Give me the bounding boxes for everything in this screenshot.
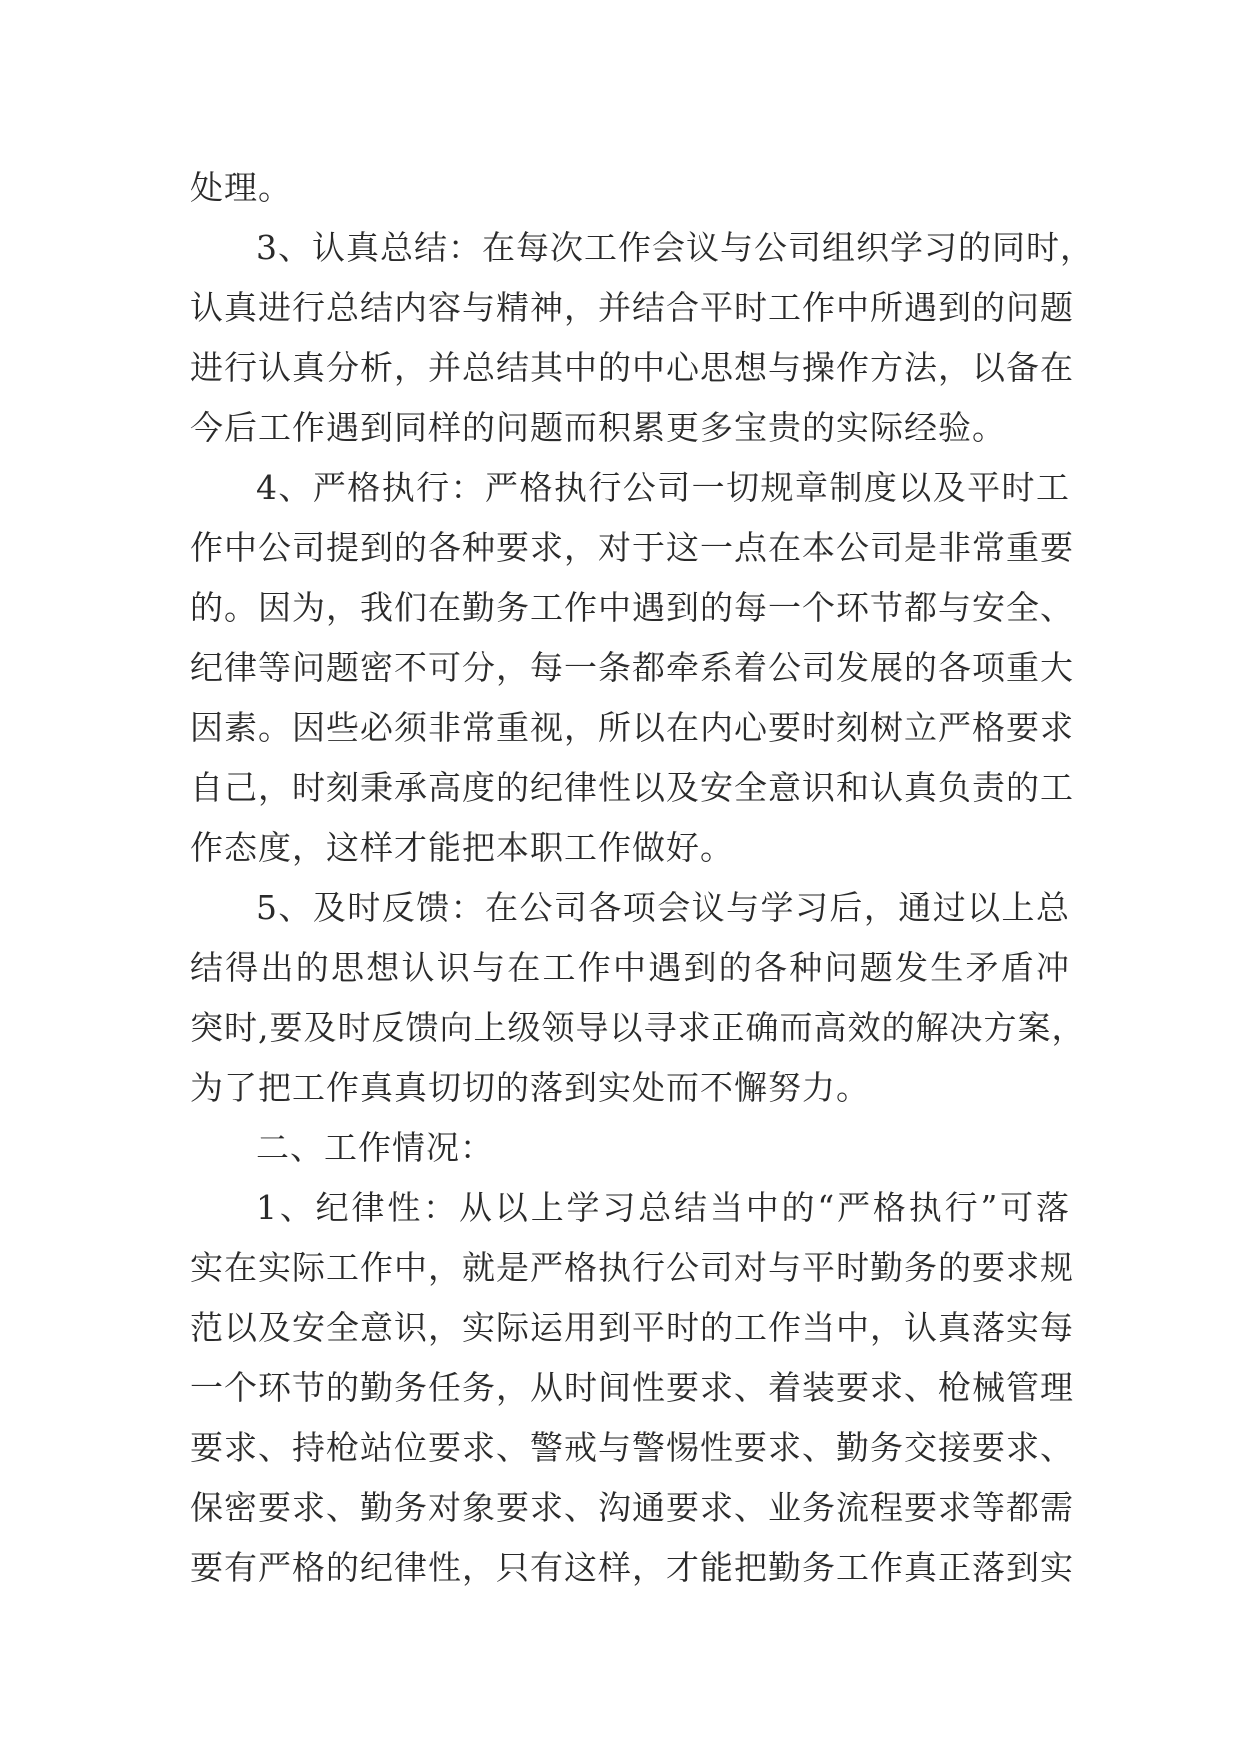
text-line: 作态度，这样才能把本职工作做好。 <box>190 828 734 867</box>
text-line: 结得出的思想认识与在工作中遇到的各种问题发生矛盾冲 <box>190 948 1070 987</box>
text-line: 作中公司提到的各种要求，对于这一点在本公司是非常重要 <box>190 528 1074 567</box>
text-line: 今后工作遇到同样的问题而积累更多宝贵的实际经验。 <box>190 408 1006 447</box>
text-line: 的。因为，我们在勤务工作中遇到的每一个环节都与安全、 <box>190 588 1074 627</box>
text-line: 一个环节的勤务任务，从时间性要求、着装要求、枪械管理 <box>190 1368 1074 1407</box>
text-line: 范以及安全意识，实际运用到平时的工作当中，认真落实每 <box>190 1308 1074 1347</box>
text-line: 1、纪律性：从以上学习总结当中的“严格执行”可落 <box>256 1188 1070 1227</box>
text-line: 为了把工作真真切切的落到实处而不懈努力。 <box>190 1068 870 1107</box>
text-line: 3、认真总结：在每次工作会议与公司组织学习的同时， <box>256 228 1094 267</box>
text-line: 要求、持枪站位要求、警戒与警惕性要求、勤务交接要求、 <box>190 1428 1074 1467</box>
text-line: 自己，时刻秉承高度的纪律性以及安全意识和认真负责的工 <box>190 768 1074 807</box>
text-line: 突时,要及时反馈向上级领导以寻求正确而高效的解决方案， <box>190 1008 1086 1047</box>
text-line: 保密要求、勤务对象要求、沟通要求、业务流程要求等都需 <box>190 1488 1074 1527</box>
text-line: 4、严格执行：严格执行公司一切规章制度以及平时工 <box>256 468 1070 507</box>
text-line: 要有严格的纪律性，只有这样，才能把勤务工作真正落到实 <box>190 1548 1074 1587</box>
text-line: 认真进行总结内容与精神，并结合平时工作中所遇到的问题 <box>190 288 1074 327</box>
text-line: 因素。因些必须非常重视，所以在内心要时刻树立严格要求 <box>190 708 1074 747</box>
text-line: 进行认真分析，并总结其中的中心思想与操作方法，以备在 <box>190 348 1074 387</box>
text-line: 5、及时反馈：在公司各项会议与学习后，通过以上总 <box>256 888 1070 927</box>
text-line: 实在实际工作中，就是严格执行公司对与平时勤务的要求规 <box>190 1248 1074 1287</box>
text-line: 纪律等问题密不可分，每一条都牵系着公司发展的各项重大 <box>190 648 1074 687</box>
document-body <box>190 158 1094 1598</box>
text-line: 处理。 <box>190 168 292 207</box>
text-line: 二、工作情况： <box>256 1128 494 1167</box>
